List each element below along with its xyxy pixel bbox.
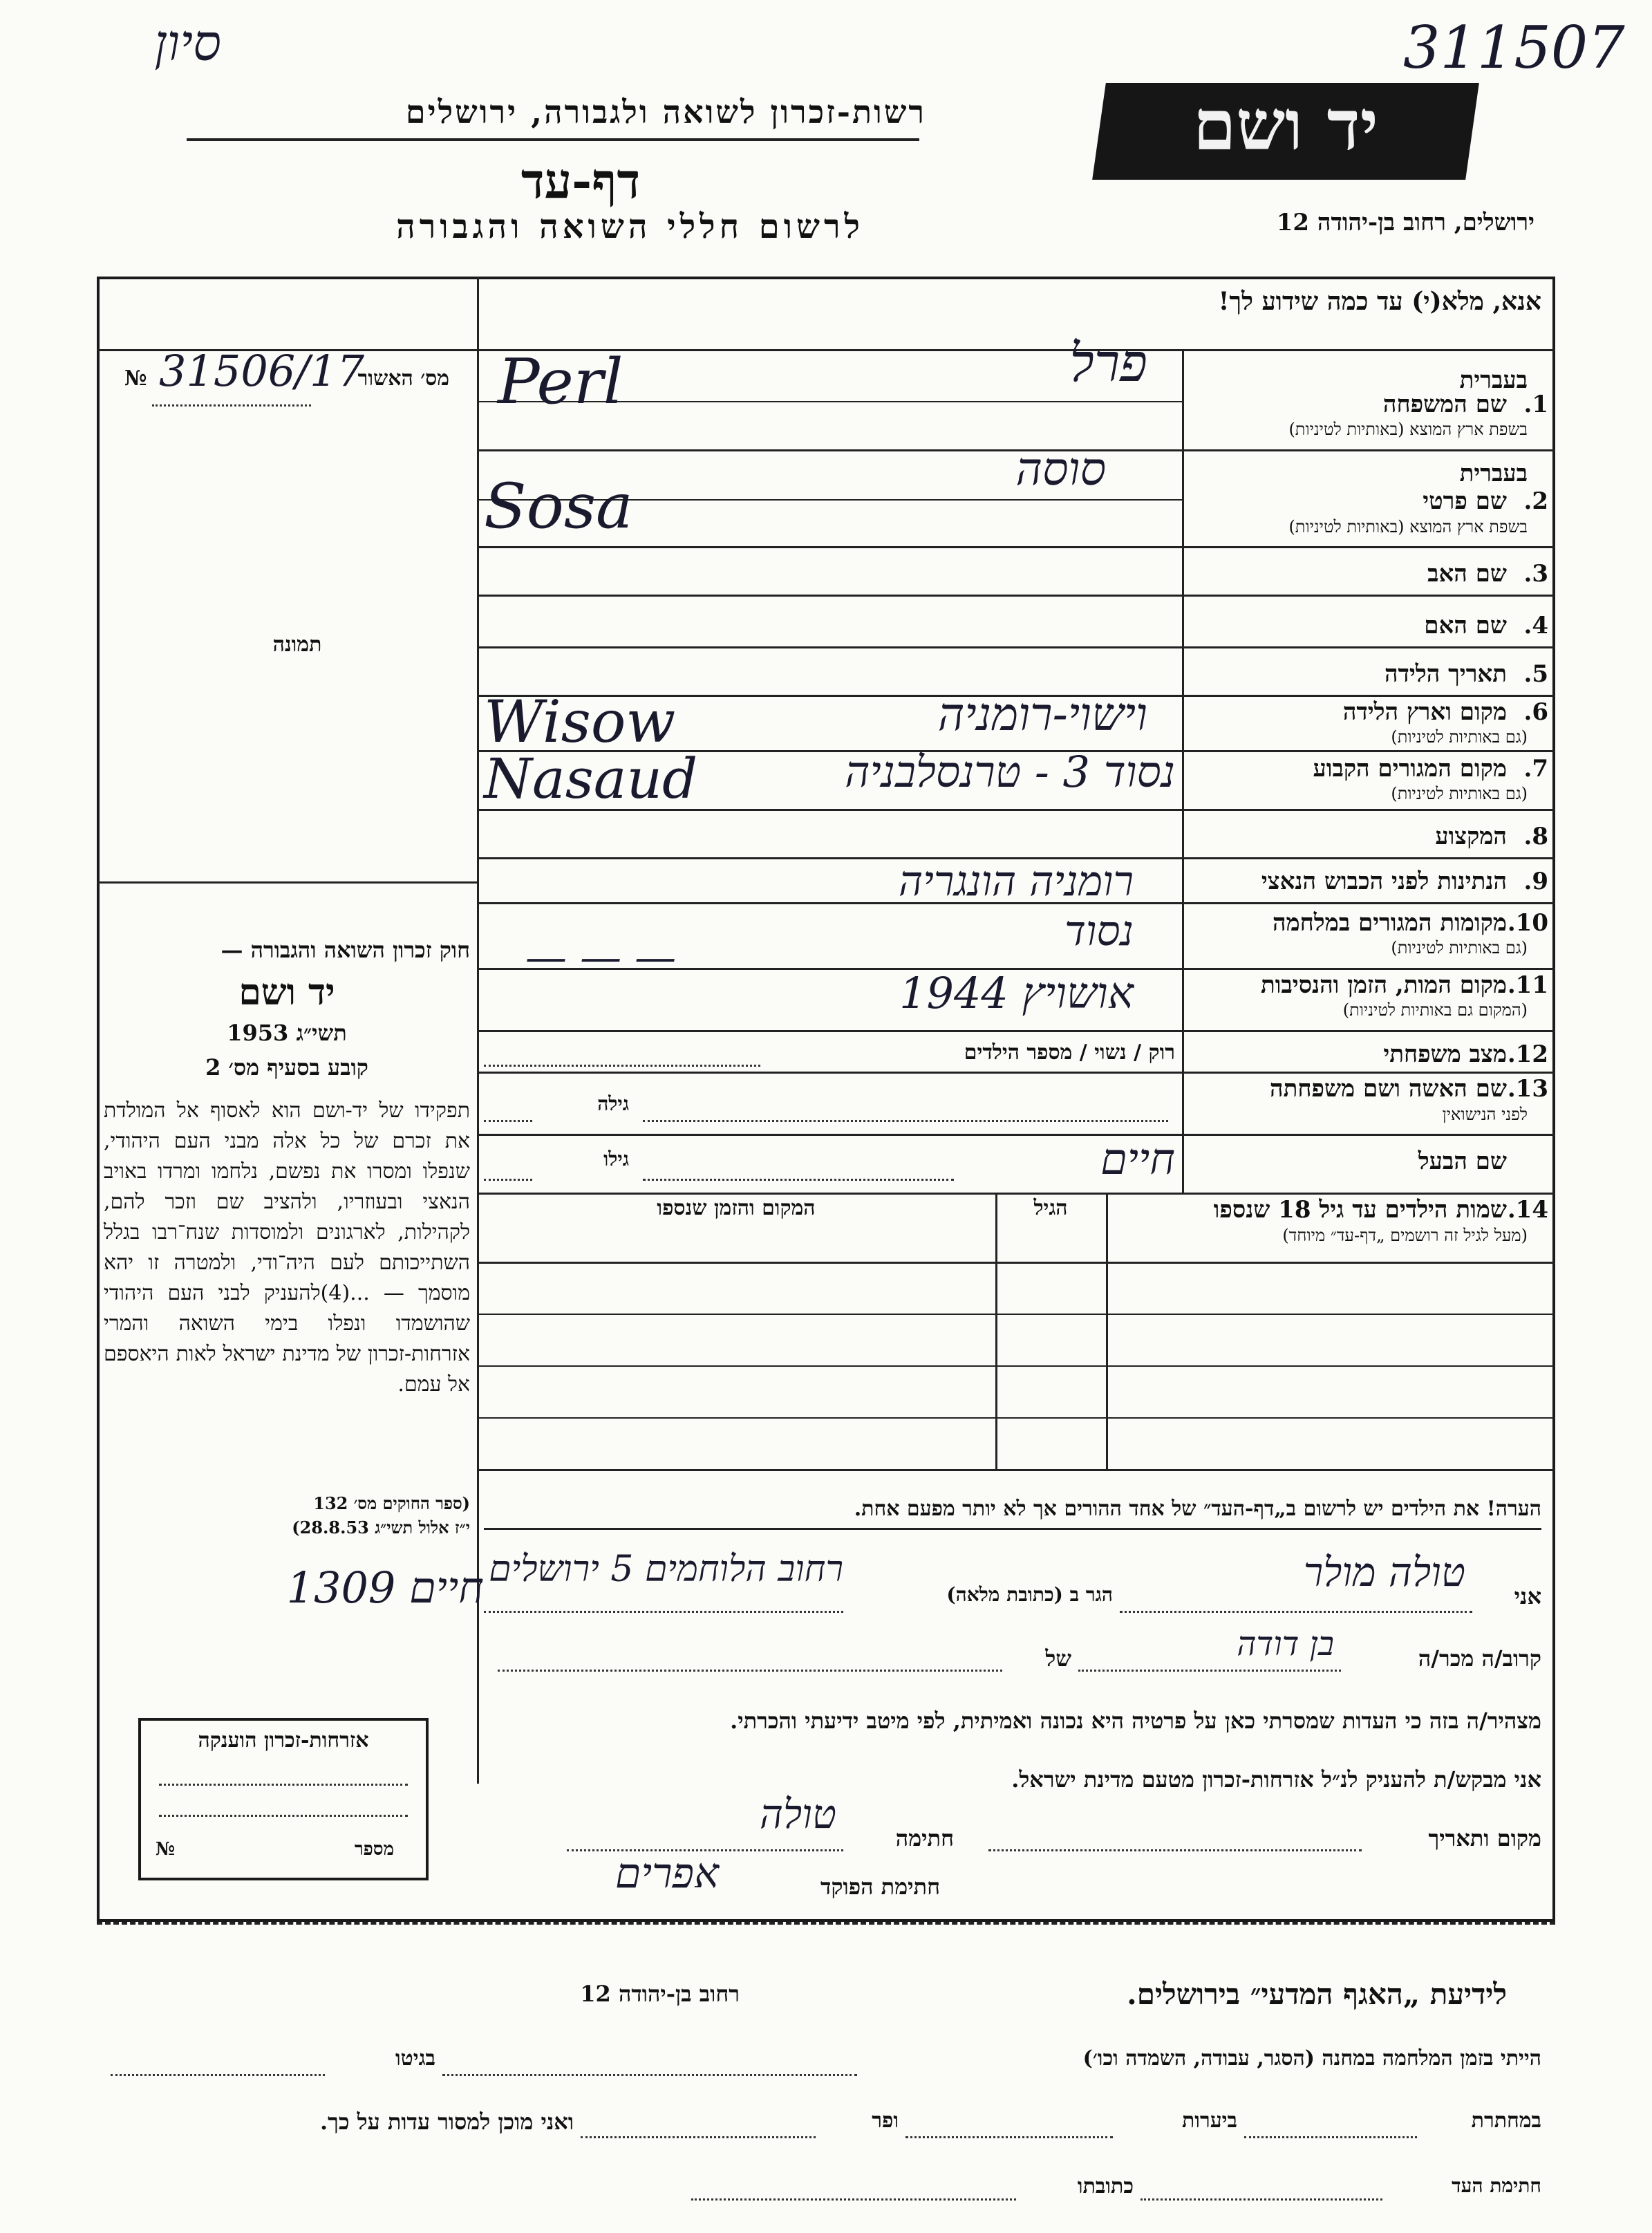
field-13-sub: לפני הנישואין xyxy=(1442,1105,1528,1124)
residence-latin: Nasaud xyxy=(484,747,698,811)
citizenship-number-label: מספר xyxy=(354,1839,394,1860)
footer-line1-a: הייתי בזמן המלחמה במחנה (הסגר, עבודה, השמדה וכו׳) xyxy=(1082,2046,1541,2071)
relation-value[interactable]: בן דודה xyxy=(1237,1625,1334,1663)
signature-label: חתימה xyxy=(895,1825,954,1851)
first-name-latin: Sosa xyxy=(484,470,633,543)
field-2-label: שם פרטי xyxy=(1423,487,1507,515)
law-name: יד ושם xyxy=(238,971,335,1013)
citizenship: רומניה הונגריה xyxy=(898,857,1134,906)
photo-label: תמונה xyxy=(272,633,322,657)
declaration-statement: מצהיר/ה בזה כי העדות שמסרתי כאן על פרטיה היא נכונה ואמיתית, לפי מיטב ידיעתי והכרתי. xyxy=(730,1708,1541,1734)
residence: נסוד 3 - טרנסלבניה xyxy=(845,747,1175,797)
children-number: 14. xyxy=(1507,1196,1548,1224)
footer-line2-d: ואני מוכן למסור עדות על כך. xyxy=(319,2109,574,2135)
field-10-sub: (גם באותיות לטיניות) xyxy=(1391,938,1528,957)
law-title: חוק זכרון השואה והגבורה — xyxy=(220,937,470,963)
registry-number: 31506/17 xyxy=(159,346,365,396)
husband-label: שם הבעל xyxy=(1418,1148,1507,1175)
field-7-sub: (גם באותיות לטיניות) xyxy=(1391,784,1528,803)
footer-line2-a: במחתרת xyxy=(1471,2109,1541,2133)
footer-address: רחוב בן-יהודה 12 xyxy=(580,1981,740,2007)
birth-place: וישוי-רומניה xyxy=(937,688,1147,741)
field-3-number: 3. xyxy=(1523,560,1548,588)
marital-options: רוק / נשוי / מספר הילדים xyxy=(964,1040,1175,1065)
footer-line3-b: כתובתו xyxy=(1077,2174,1134,2198)
law-clause: קובע בסעיף מס׳ 2 xyxy=(205,1054,368,1081)
field-1-sub: בשפת ארץ המוצא (באותיות לטיניות) xyxy=(1288,420,1528,439)
footer-line1-b: בגיטו xyxy=(395,2046,435,2071)
field-9-label: הנתינות לפני הכבוש הנאצי xyxy=(1261,868,1507,895)
field-2-hebrew-tag: בעברית xyxy=(1459,460,1528,487)
handwritten-reference-number: 311507 xyxy=(1403,14,1625,82)
field-6-number: 6. xyxy=(1523,698,1548,726)
law-source-1: (ספר החוקים מס׳ 132 xyxy=(313,1493,470,1513)
field-8-number: 8. xyxy=(1523,823,1548,850)
field-12-number: 12. xyxy=(1507,1040,1548,1068)
husband-age-label: גילו xyxy=(603,1148,629,1170)
registry-no-mark: № xyxy=(124,366,147,391)
citizenship-title: אזרחות-זכרון הוענקה xyxy=(198,1728,369,1753)
field-13-number: 13. xyxy=(1507,1075,1548,1103)
declarant-i-label: אני xyxy=(1514,1583,1541,1609)
handwritten-top-left: סיון xyxy=(154,14,221,72)
form-subtitle: לרשום חללי השואה והגבורה xyxy=(396,207,864,246)
officer-signature[interactable]: אפרים xyxy=(614,1849,719,1898)
declaration-request: אני מבקש/ת להעניק לנ״ל אזרחות-זכרון מטעם מדינת ישראל. xyxy=(1011,1766,1541,1793)
first-name-hebrew: סוסה xyxy=(1015,442,1106,496)
of-label: של xyxy=(1045,1645,1071,1672)
birth-place-latin: Wisow xyxy=(484,688,676,756)
authority-name: רשות-זכרון לשואה ולגבורה, ירושלים xyxy=(405,93,926,131)
law-text: תפקידו של יד-ושם הוא לאסוף אל המולדת את זכרם של כל אלה מבני העם היהודי, שנפלו ומסרו את נפשם, נלחמו ומרדו באויב הנאצי ובעוזריו, ולהציב שם וזכר להם, לקהילות, לארגונים ולמוסדות שנח־רבו בגלל השתייכותם לעם היה־ודי, ולמטרה זו יהא מוסמך — ...(4)להעניק לבני העם היהודי שהושמדו ונפלו בימי השואה והמרי אזרחות-זכרון של מדינת ישראל לאות היאספם אל עמם. xyxy=(104,1099,471,1396)
logo-address: ירושלים, רחוב בן-יהודה 12 xyxy=(1276,209,1534,236)
officer-sig-label: חתימת הפוקד xyxy=(820,1874,940,1900)
wartime-residence: נסוד xyxy=(1064,907,1134,955)
field-4-label: שם האם xyxy=(1424,612,1507,639)
field-2-sub: בשפת ארץ המוצא (באותיות לטיניות) xyxy=(1288,517,1528,536)
wife-age-label: גילה xyxy=(597,1092,629,1115)
place-date-label: מקום ותאריך xyxy=(1428,1825,1541,1851)
field-9-number: 9. xyxy=(1523,868,1548,895)
field-12-label: מצב משפחתי xyxy=(1383,1040,1507,1068)
logo-text: יד ושם xyxy=(1193,84,1378,166)
footer-title: לידיעת „האגף המדעי״ בירושלים. xyxy=(1127,1977,1507,2011)
field-8-label: המקצוע xyxy=(1435,823,1507,850)
declarant-address[interactable]: רחוב הלוחמים 5 ירושלים xyxy=(489,1549,843,1590)
field-5-label: תאריך הלידה xyxy=(1384,660,1507,688)
field-6-sub: (גם באותיות לטיניות) xyxy=(1391,727,1528,747)
field-1-label: שם המשפחה xyxy=(1382,391,1507,418)
field-7-number: 7. xyxy=(1523,755,1548,783)
residing-label: הגר ב (כתובת מלאה) xyxy=(946,1583,1113,1606)
citizenship-no-mark: № xyxy=(156,1839,176,1860)
footer-line3-a: חתימת העד xyxy=(1452,2174,1541,2197)
field-1-number: 1. xyxy=(1523,391,1548,418)
instruction: אנא, מלא(י) עד כמה שידוע לך! xyxy=(1218,287,1541,316)
field-7-label: מקום המגורים הקבוע xyxy=(1313,755,1507,783)
declarant-name[interactable]: טולה מולר xyxy=(1303,1549,1465,1596)
relative-label: קרוב/ה מכר/ה xyxy=(1418,1645,1541,1672)
children-label: שמות הילדים עד גיל 18 שנספו xyxy=(1213,1196,1507,1224)
children-place-header: המקום והזמן שנספו xyxy=(657,1196,816,1220)
field-6-label: מקום וארץ הלידה xyxy=(1342,698,1507,726)
footer-line2-b: ביערות xyxy=(1181,2109,1237,2133)
field-1-hebrew-tag: בעברית xyxy=(1459,366,1528,394)
family-name-latin: Perl xyxy=(498,346,623,418)
field-11-sub: (המקום גם באותיות לטיניות) xyxy=(1342,1000,1528,1020)
field-10-label: מקומות המגורים במלחמה xyxy=(1272,909,1507,937)
family-name-hebrew: פרל xyxy=(1069,332,1147,393)
registry-label: מס׳ האשור xyxy=(357,366,449,391)
field-2-number: 2. xyxy=(1523,487,1548,515)
note: הערה! את הילדים יש לרשום ב„דף-העד״ של אחד ההורים אך לא יותר מפעם אחת. xyxy=(854,1497,1541,1521)
footer-line2-c: ופר xyxy=(872,2109,899,2133)
children-age-header: הגיל xyxy=(1033,1196,1068,1220)
death-place: אושויץ 1944 xyxy=(899,968,1134,1018)
field-11-number: 11. xyxy=(1507,971,1548,999)
margin-handwriting: חיים 1309 xyxy=(286,1562,484,1613)
declarant-signature[interactable]: טולה xyxy=(760,1791,836,1838)
field-3-label: שם האב xyxy=(1427,560,1507,588)
field-10-number: 10. xyxy=(1507,909,1548,937)
law-year: תשי״ג 1953 xyxy=(227,1020,347,1046)
field-4-number: 4. xyxy=(1523,612,1548,639)
field-13-label: שם האשה ושם משפחתה xyxy=(1270,1075,1507,1103)
field-5-number: 5. xyxy=(1523,660,1548,688)
law-source-2: י״ז אלול תשי״ג 28.8.53) xyxy=(292,1517,470,1538)
husband-name: חיים xyxy=(1100,1134,1175,1184)
field-11-label: מקום המות, הזמן והנסיבות xyxy=(1260,971,1507,999)
children-sub: (מעל לגיל זה רושמים „דף-עד״ מיוחד) xyxy=(1282,1226,1528,1245)
form-title: דף-עד xyxy=(520,152,641,209)
